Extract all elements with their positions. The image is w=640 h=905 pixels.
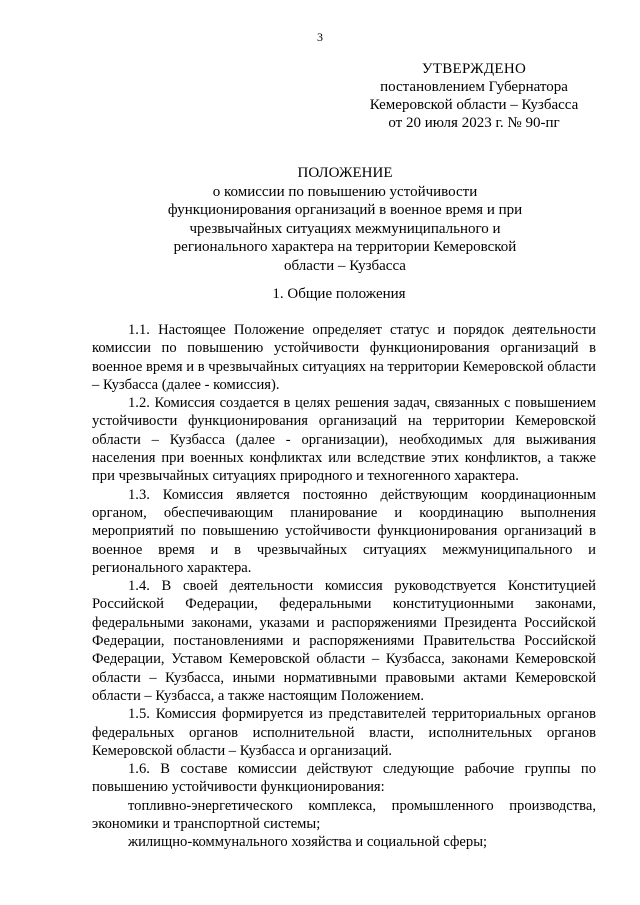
paragraph-1-4: 1.4. В своей деятельности комиссия руководствуется Конституцией Российской Федерации, федеральными конституционными законами, федеральными законами, указами и распоряжениями Президента Российской Федерации, постановлениями и распоряжениями Правительства Российской Федерации, Уставом Кемеровской области – Кузбасса, законами Кемеровской области – Кузбасса, иными нормативными правовыми актами Кемеровской области – Кузбасса, а также настоящим Положением. <box>92 578 596 704</box>
document-title <box>150 164 540 275</box>
title-line-1: о комиссии по повышению устойчивости <box>212 183 478 200</box>
title-line-2: функционирования организаций в военное время и при <box>167 202 523 218</box>
paragraph-1-3: 1.3. Комиссия является постоянно действующим координационным органом, обеспечивающим планирование и координацию выполнения мероприятий по повышению устойчивости функционирования организаций в военное время и в чрезвычайных ситуациях межмуниципального и регионального характера. <box>92 486 596 576</box>
title-line-4: регионального характера на территории Кемеровской <box>173 239 517 255</box>
approval-line-3: от 20 июля 2023 г. № 90-пг <box>388 115 560 131</box>
title-heading: ПОЛОЖЕНИЕ <box>297 165 393 181</box>
approval-line-2: Кемеровской области – Кузбасса <box>369 97 579 113</box>
paragraph-1-1: 1.1. Настоящее Положение определяет статус и порядок деятельности комиссии по повышению устойчивости функционирования организаций в военное время и в чрезвычайных ситуациях на территории Кемеровской области – Кузбасса (далее - комиссия). <box>92 322 596 393</box>
approval-line-1: постановлением Губернатора <box>380 79 568 95</box>
paragraph-1-5: 1.5. Комиссия формируется из представителей территориальных органов федеральных органов исполнительной власти, исполнительных органов Кемеровской области – Кузбасса и организаций. <box>92 706 596 759</box>
approval-stamp <box>340 60 608 132</box>
approved-label: УТВЕРЖДЕНО <box>421 61 527 77</box>
title-line-5: области – Кузбасса <box>284 257 406 274</box>
document-body <box>92 321 596 852</box>
title-line-3: чрезвычайных ситуациях межмуниципального и <box>189 220 501 237</box>
list-item-housing: жилищно-коммунального хозяйства и социальной сферы; <box>128 834 488 851</box>
section-heading: 1. Общие положения <box>272 286 406 302</box>
list-item-fuel-energy: топливно-энергетического комплекса, промышленного производства, экономики и транспортной системы; <box>92 797 596 833</box>
page-number: 3 <box>317 30 323 44</box>
paragraph-1-2: 1.2. Комиссия создается в целях решения задач, связанных с повышением устойчивости функционирования организаций на территории Кемеровской области – Кузбасса (далее - организации), необходимых для выживания населения при военных конфликтах или вследствие этих конфликтов, а также при чрезвычайных ситуациях природного и техногенного характера. <box>92 395 596 485</box>
paragraph-1-6: 1.6. В составе комиссии действуют следующие рабочие группы по повышению устойчивости функционирования: <box>92 761 596 796</box>
